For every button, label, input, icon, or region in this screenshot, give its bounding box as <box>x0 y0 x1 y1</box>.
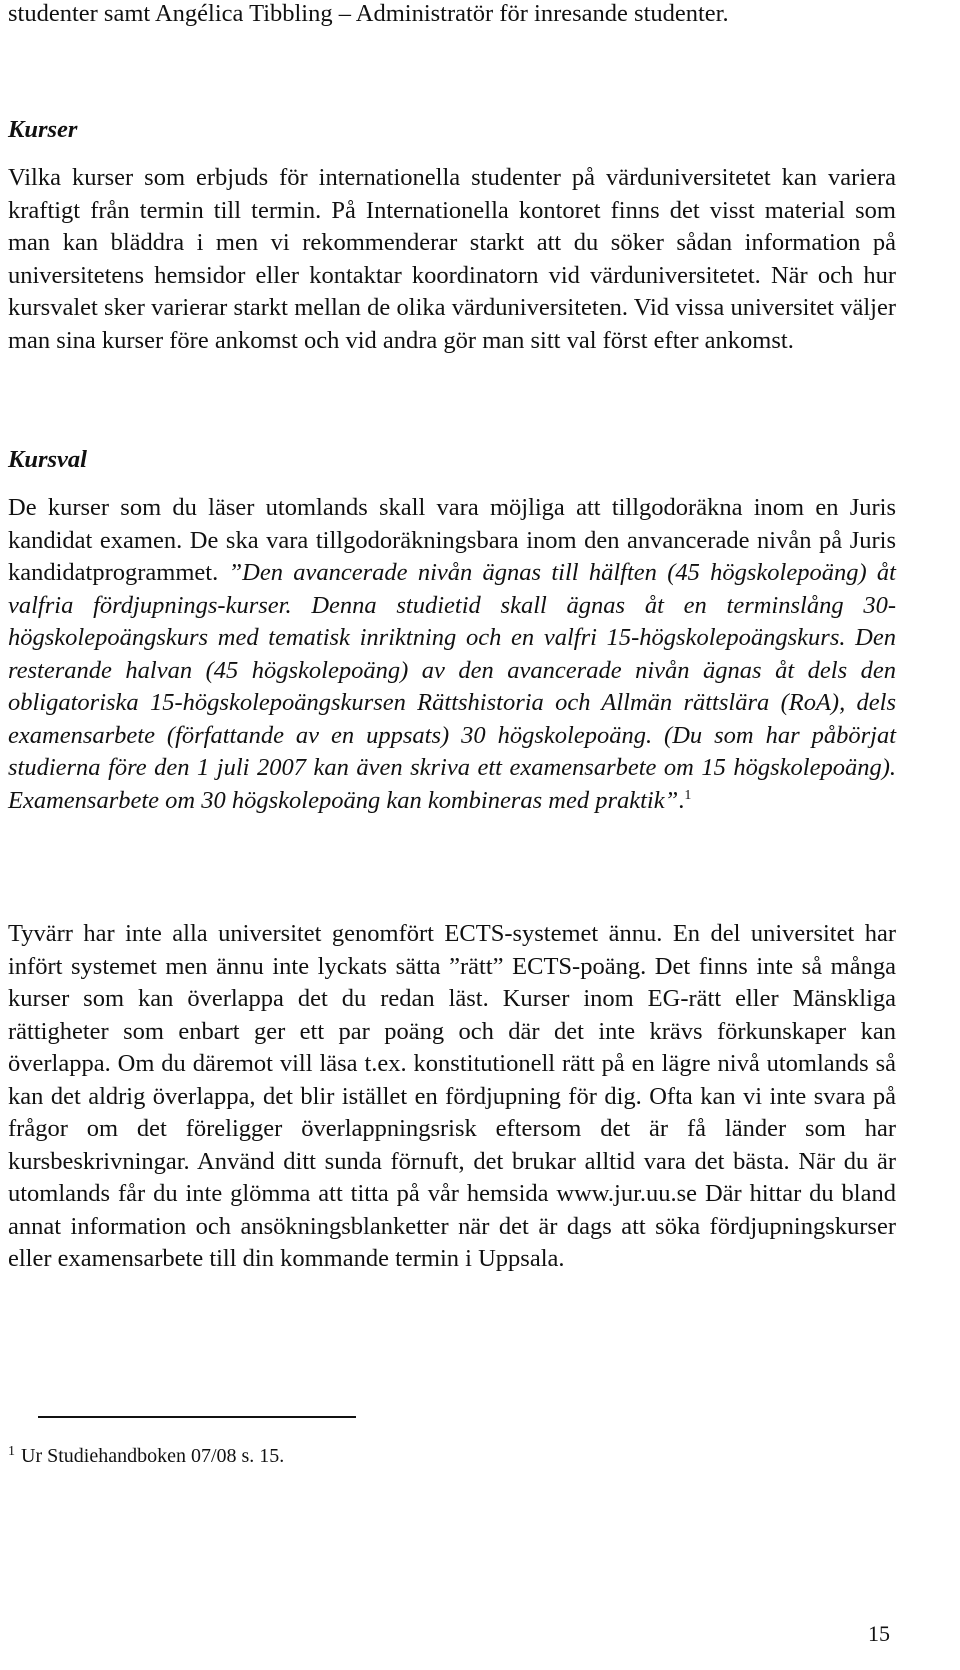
intro-paragraph: studenter samt Angélica Tibbling – Administratör för inresande studenter. <box>8 0 729 27</box>
footnote-text: Ur Studiehandboken 07/08 s. 15. <box>21 1445 285 1467</box>
kursval-intro-text: De kurser som du läser utomlands skall vara möjliga att tillgodoräkna inom en Juris kandidat examen. De ska vara tillgodoräkningsbara inom den anvancerade nivån på Juris kandidatprogrammet. <box>8 494 896 586</box>
page-number: 15 <box>868 1621 890 1646</box>
kursval-quote: ”Den avancerade nivån ägnas till hälften (45 högskolepoäng) åt valfria fördjupnings-kurser. Denna studietid skall ägnas åt en terminslång 30-högskolepoängskurs med tematisk inriktning och en valfri 15-högskolepoängskurs. Den resterande halvan (45 högskolepoäng) av den avancerade nivån ägnas åt dels den obligatoriska 15-högskolepoängskursen Rättshistoria och Allmän rättslära (RoA), dels examensarbete (författande av en uppsats) 30 högskolepoäng. (Du som har påbörjat studierna före den 1 juli 2007 kan även skriva ett examensarbete om 15 högskolepoäng). Examensarbete om 30 högskolepoäng kan kombineras med praktik” <box>8 559 896 814</box>
kursval-paragraph <box>8 492 896 817</box>
footnote <box>8 1438 284 1470</box>
kurser-heading: Kurser <box>8 116 78 143</box>
footnote-reference: 1 <box>684 787 692 803</box>
footnote-separator <box>38 1416 356 1418</box>
kursval-quote-end: . <box>678 786 685 814</box>
footnote-number: 1 <box>8 1444 15 1459</box>
ects-paragraph: Tyvärr har inte alla universitet genomfört ECTS-systemet ännu. En del universitet har infört systemet men ännu inte lyckats sätta ”rätt” ECTS-poäng. Det finns inte så många kurser som kan överlappa det du redan läst. Kurser inom EG-rätt eller Mänskliga rättigheter som enbart ger ett par poäng och där det inte krävs förkunskaper kan överlappa. Om du däremot vill läsa t.ex. konstitutionell rätt på en lägre nivå utomlands så kan det aldrig överlappa, det blir istället en fördjupning för dig. Ofta kan vi inte svara på frågor om det föreligger överlappningsrisk eftersom det är få länder som har kursbeskrivningar. Använd ditt sunda förnuft, det brukar alltid vara det bästa. När du är utomlands får du inte glömma att titta på vår hemsida www.jur.uu.se Där hittar du bland annat information och ansökningsblanketter när det är dags att söka fördjupningskurser eller examensarbete till din kommande termin i Uppsala. <box>8 920 896 1272</box>
kursval-heading: Kursval <box>8 446 87 473</box>
kurser-paragraph: Vilka kurser som erbjuds för internationella studenter på värduniversitetet kan variera kraftigt från termin till termin. På Internationella kontoret finns det visst material som man kan bläddra i men vi rekommenderar starkt att du söker sådan information på universitetens hemsidor eller kontaktar koordinatorn vid värduniversitetet. När och hur kursvalet sker varierar starkt mellan de olika värduniversiteten. Vid vissa universitet väljer man sina kurser före ankomst och vid andra gör man sitt val först efter ankomst. <box>8 164 896 354</box>
